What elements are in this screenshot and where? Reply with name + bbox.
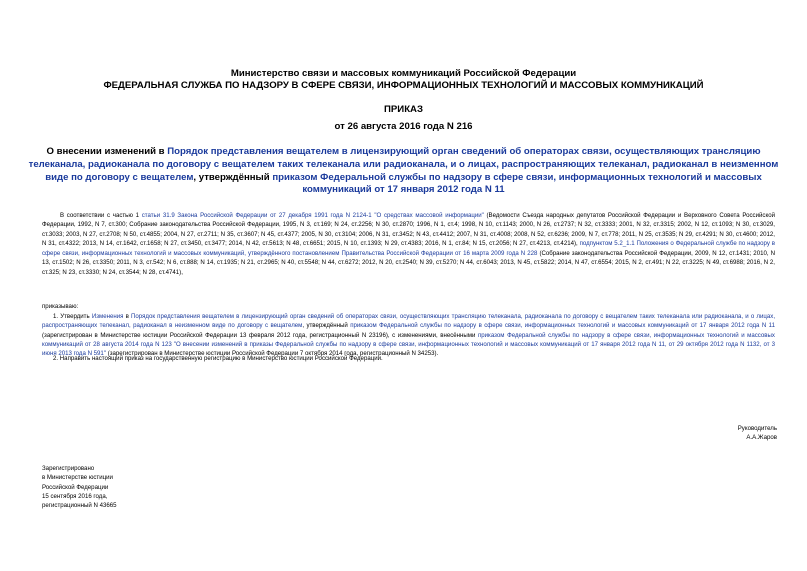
item1-link-order-123[interactable]: приказом Федеральной службы по надзору в сфере связи, информационных технологий и массовых коммуникаций от 28 августа 2014 года N 123 "О внесении изменений в приказы Федеральной службы по надзору в сфере связи, информационных технологий и массовых коммуникаций от 17 января 2012 года N 11, от 29 октября 2012 года N 1132, от 3 июня 2013 года N 591" bbox=[42, 331, 775, 358]
item1-text-2: в bbox=[123, 313, 131, 320]
order-line: приказываю: bbox=[42, 303, 79, 310]
ministry-name: Министерство связи и массовых коммуникаций Российской Федерации bbox=[230, 68, 577, 79]
item1-text-5: (зарегистрирован в Министерстве юстиции Российской Федерации 7 октября 2014 года, регистрационный N 34253). bbox=[106, 350, 439, 358]
document-heading bbox=[26, 146, 781, 197]
registration-block bbox=[42, 464, 117, 510]
registration-line: 15 сентября 2016 года, bbox=[42, 492, 108, 500]
preamble-text-1: В соответствии с частью 1 bbox=[60, 212, 142, 219]
preamble-text-3: (Собрание законодательства Российской Федерации, 2009, N 12, ст.1431; 2010, N 13, ст.1502; N 26, ст.3350; 2011, N 3, ст.542; N 6, ст.888; N 14, ст.1935; N 21, ст.2965; N 40, ст.5548; N 44, ст.6272; 2012, N 20, ст.2540; N 39, ст.5270; N 44, ст.6043; 2013, N 45, ст.5822; 2014, N 47, ст.6554; 2015, N 2, ст.491; N 22, ст.3225; N 49, ст.6988; 2016, N 2, ст.325; N 23, ст.3330; N 24, ст.3544; N 28, ст.4741), bbox=[42, 249, 776, 276]
signature-title: Руководитель bbox=[737, 425, 777, 432]
heading-prefix: О внесении изменений в bbox=[46, 146, 168, 157]
item1-link-order-11[interactable]: приказом Федеральной службы по надзору в сфере связи, информационных технологий и массовых коммуникаций от 17 января 2012 года N 11 bbox=[350, 322, 775, 330]
item1-link-procedure[interactable]: Порядок представления вещателем в лицензирующий орган сведений об операторах связи, осуществляющих трансляцию телеканала, радиоканала по договору с вещателем таких телеканала или радиоканала, и о лицах, распространяющих телеканал, радиоканал в неизменном виде по договору с вещателем bbox=[42, 313, 776, 330]
item1-text-4: (зарегистрирован в Министерстве юстиции Российской Федерации 13 февраля 2012 года, регистрационный N 23196), с изменениями, внесёнными bbox=[42, 331, 478, 339]
preamble-link-media-law[interactable]: статьи 31.9 Закона Российской Федерации от 27 декабря 1991 года N 2124-1 "О средствах массовой информации" bbox=[141, 212, 484, 219]
signature-name: А.А.Жаров bbox=[746, 434, 777, 441]
preamble-text-2: (Ведомости Съезда народных депутатов Российской Федерации и Верховного Совета Российской Федерации, 1992, N 7, ст.300; Собрание законодательства Российской Федерации, 1995, N 3, ст.169; N 24, ст.2256; N 30, ст.2870; 1996, N 1, ст.4; 1998, N 10, ст.1143; 2000, N 26, ст.2737; N 32, ст.3333; 2001, N 32, ст.3315; 2002, N 12, ст.1093; N 30, ст.3029, ст.3033; 2003, N 27, ст.2708; N 50, ст.4855; 2004, N 27, ст.2711; N 35, ст.3607; N 45, ст.4377; 2005, N 30, ст.3104; 2006, N 31, ст.3452; N 43, ст.4412; 2007, N 31, ст.4008; 2008, N 52, ст.6236; 2009, N 7, ст.778; 2011, N 25, ст.3535; N 29, ст.4291; N 30, ст.4600; 2012, N 31, ст.4322; 2013, N 14, ст.1642, ст.1658; N 27, ст.3450, ст.3477; 2014, N 42, ст.5613; N 48, ст.6651; 2015, N 10, ст.1393; N 29, ст.4383; 2016, N 1, ст.84; N 15, ст.2056; N 27, ст.4213, ст.4214), bbox=[42, 212, 775, 248]
heading-middle: , утверждённый bbox=[193, 171, 273, 183]
document-type: ПРИКАЗ bbox=[384, 104, 423, 115]
registration-line: Зарегистрировано bbox=[42, 465, 95, 472]
registration-line: Российской Федерации bbox=[42, 483, 109, 491]
heading-link-procedure[interactable]: Порядок представления вещателем в лицензирующий орган сведений об операторах связи, осуществляющих трансляцию телеканала, радиоканала по договору с вещателем таких телеканала или радиоканала, и о лицах, распространяющих телеканал, радиоканал в неизменном виде по договору с вещателем bbox=[28, 146, 779, 183]
preamble-paragraph bbox=[42, 211, 775, 277]
registration-line: в Министерстве юстиции bbox=[42, 474, 113, 482]
order-item-2: 2. Направить настоящий приказ на государственную регистрацию в Министерство юстиции Российской Федерации. bbox=[53, 355, 383, 362]
order-item-1 bbox=[42, 312, 775, 358]
preamble-link-regulation[interactable]: подпунктом 5.2_1.1 Положения о Федеральной службе по надзору в сфере связи, информационных технологий и массовых коммуникаций, утверждённого постановлением Правительства Российской Федерации от 16 марта 2009 года N 228 bbox=[42, 240, 775, 257]
item1-text-3: , утверждённый bbox=[302, 322, 351, 330]
item1-link-changes[interactable]: Изменения bbox=[91, 313, 124, 320]
service-name: ФЕДЕРАЛЬНАЯ СЛУЖБА ПО НАДЗОРУ В СФЕРЕ СВЯЗИ, ИНФОРМАЦИОННЫХ ТЕХНОЛОГИЙ И МАССОВЫХ КОММУНИКАЦИЙ bbox=[103, 80, 704, 91]
document-date: от 26 августа 2016 года N 216 bbox=[334, 121, 473, 132]
registration-line: регистрационный N 43665 bbox=[42, 502, 117, 510]
item1-text-1: 1. Утвердить bbox=[53, 313, 92, 320]
heading-link-order[interactable]: приказом Федеральной службы по надзору в сфере связи, информационных технологий и массовых коммуникаций от 17 января 2012 года N 11 bbox=[272, 171, 762, 196]
